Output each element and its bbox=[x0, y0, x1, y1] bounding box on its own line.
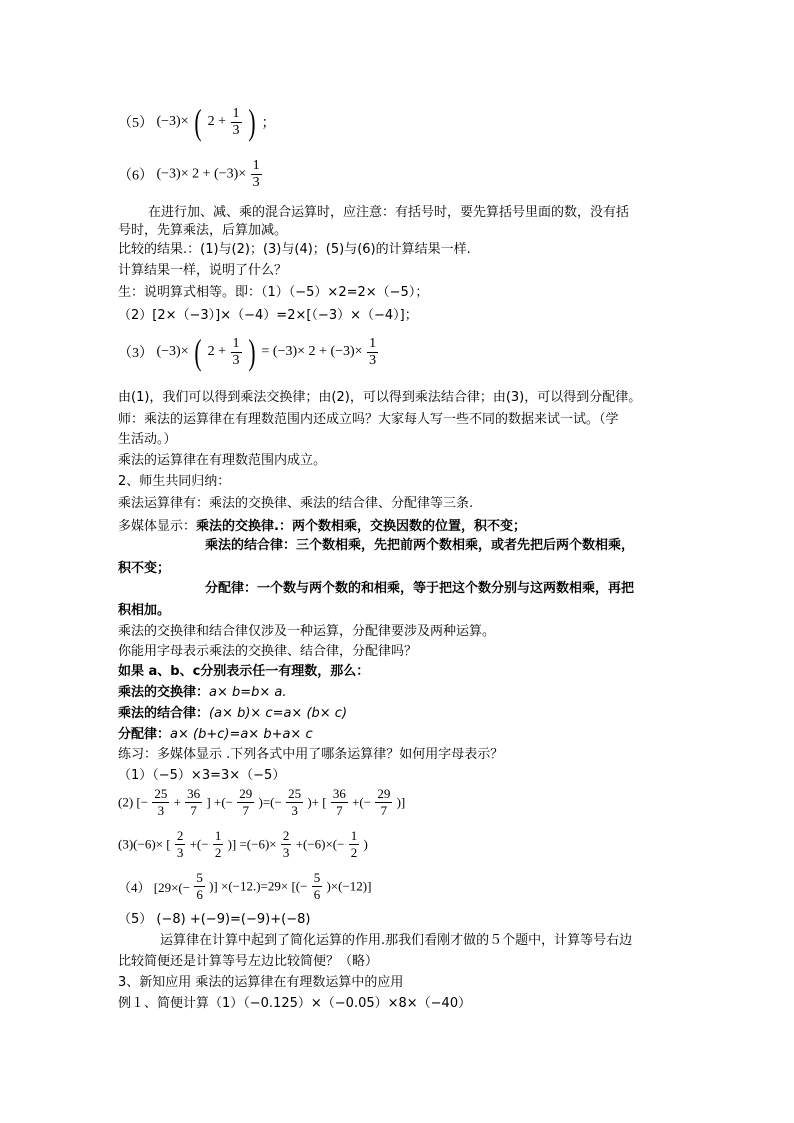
paragraph: 分配律：一个数与两个数的和相乘，等于把这个数分别与这两数相乘，再把 bbox=[205, 581, 635, 596]
section-heading: 2、师生共同归纳： bbox=[118, 474, 231, 489]
expr-5: （5） (−3)× ( 2 + $\frac{1}{3}$ ) ； bbox=[118, 102, 276, 142]
paragraph: 比较的结果.：(1)与(2)；(3)与(4)；(5)与(6)的计算结果一样. bbox=[118, 242, 471, 257]
example-1: 例１、简便计算（1）（−0.125）×（−0.05）×8×（−40） bbox=[118, 996, 472, 1011]
paragraph: 乘法的结合律：三个数相乘，先把前两个数相乘，或者先把后两个数相乘， bbox=[205, 538, 635, 553]
paragraph: 在进行加、减、乘的混合运算时，应注意：有括号时，要先算括号里面的数，没有括 bbox=[148, 205, 630, 220]
expr-6: （6） (−3)× 2 + (−3)× $\frac{1}{3}$ bbox=[118, 158, 260, 190]
paragraph: 由(1)，我们可以得到乘法交换律；由(2)，可以得到乘法结合律；由(3)，可以得到分配律。 bbox=[118, 390, 642, 405]
paragraph: 计算结果一样，说明了什么？ bbox=[118, 263, 288, 278]
paragraph: 乘法运算律有：乘法的交换律、乘法的结合律、分配律等三条. bbox=[118, 496, 474, 511]
paragraph: 号时，先算乘法，后算加减。 bbox=[118, 223, 288, 238]
paragraph: 乘法的交换律和结合律仅涉及一种运算，分配律要涉及两种运算。 bbox=[118, 624, 496, 639]
section-heading: 3、新知应用 乘法的运算律在有理数运算中的应用 bbox=[118, 975, 404, 990]
formula-commutative: 乘法的交换律：a× b=b× a. bbox=[118, 685, 287, 700]
exercise-1: （1）（−5）×3=3×（−5） bbox=[118, 768, 286, 783]
paragraph: 多媒体显示：乘法的交换律.：两个数相乘，交换因数的位置，积不变； bbox=[118, 519, 526, 534]
paragraph: （2）[2×（−3）]×（−4）=2×[（−3）×（−4）]； bbox=[118, 308, 418, 323]
paragraph: 师：乘法的运算律在有理数范围内还成立吗？大家每人写一些不同的数据来试一试。（学 bbox=[118, 412, 619, 427]
paragraph: 练习：多媒体显示 .下列各式中用了哪条运算律？如何用字母表示？ bbox=[118, 747, 504, 762]
paren-close: ) bbox=[248, 102, 256, 142]
paragraph: 生：说明算式相等。即：（1）（−5）×2=2×（−5）； bbox=[118, 285, 429, 300]
paren-open: ( bbox=[194, 332, 202, 372]
expr-3-identity: （3） (−3)× ( 2 + $\frac{1}{3}$ ) = (−3)× 2 + (−3)× $\frac{1}{3}$ bbox=[118, 332, 377, 372]
fraction: $\frac{1}{3}$ bbox=[369, 335, 377, 368]
paragraph: 积相加。 bbox=[118, 603, 171, 618]
fraction: $\frac{1}{3}$ bbox=[232, 105, 240, 138]
fraction: $\frac{1}{3}$ bbox=[232, 335, 240, 368]
paragraph: 积不变； bbox=[118, 561, 171, 576]
paragraph: 乘法的运算律在有理数范围内成立。 bbox=[118, 453, 327, 468]
paragraph: 你能用字母表示乘法的交换律、结合律，分配律吗？ bbox=[118, 644, 418, 659]
formula-distributive: 分配律：a× (b+c)=a× b+a× c bbox=[118, 727, 313, 742]
fraction: $\frac{1}{3}$ bbox=[252, 158, 260, 190]
paragraph: 运算律在计算中起到了简化运算的作用.那我们看刚才做的５个题中，计算等号右边 bbox=[160, 933, 633, 948]
paragraph: 生活动。） bbox=[118, 432, 177, 447]
paren-open: ( bbox=[194, 102, 202, 142]
exercise-2: (2) [− $\frac{25}{3}$ + $\frac{36}{7}$ ] +(− $\frac{29}{7}$ )=(− $\frac{25}{3}$ )+ [ $\frac{36}{7}$ +(− $\frac{29}{7}$ )] bbox=[118, 786, 406, 818]
paren-close: ) bbox=[248, 332, 256, 372]
paragraph: 比较简便还是计算等号左边比较简便？（略） bbox=[118, 954, 379, 969]
exercise-5: （5） (−8) +(−9)=(−9)+(−8) bbox=[118, 912, 311, 927]
paragraph: 如果 a、b、c分别表示任一有理数，那么： bbox=[118, 664, 370, 679]
exercise-4: （4） [29×(− $\frac{5}{6}$ )] ×(−12.)=29× [(− $\frac{5}{6}$ )×(−12)] bbox=[118, 870, 372, 902]
exercise-3: (3)(−6)× [ $\frac{2}{3}$ +(− $\frac{1}{2}$ )] =(−6)× $\frac{2}{3}$ +(−6)×(− $\frac{1}{2}$ ) bbox=[118, 828, 368, 860]
formula-associative: 乘法的结合律：(a× b)× c=a× (b× c) bbox=[118, 706, 348, 721]
